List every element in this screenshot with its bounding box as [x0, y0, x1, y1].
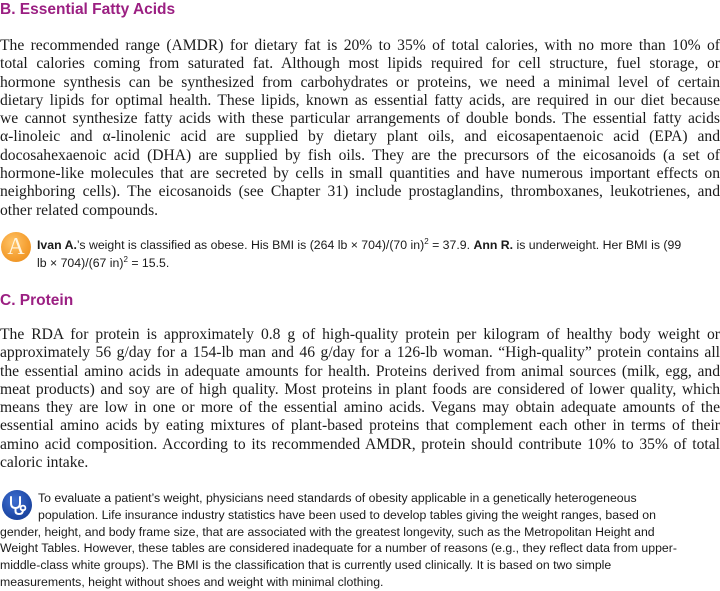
- paragraph-line: neighboring cells). The eicosanoids (see Chapter 31) include prostaglandins, thromboxanes, leukotrienes, and: [0, 183, 720, 201]
- paragraph-line: hormone-like molecules that are secreted by cells in small quantities and have numerous important effects on: [0, 165, 720, 183]
- clinical-note: [0, 490, 715, 591]
- clinical-note-line: middle-class white groups). The BMI is the classification that is currently used clinically. It is based on two simple: [0, 558, 612, 573]
- paragraph-line: caloric intake.: [0, 454, 89, 472]
- paragraph-line: total calories coming from saturated fat. Although most lipids required for cell structure, fuel storage, or: [0, 55, 720, 73]
- case-note-text: = 37.9.: [428, 238, 474, 252]
- clinical-note-line: Weight Tables. However, these tables are considered inadequate for a number of reasons (e.g., they reflect data from upper-: [0, 541, 677, 556]
- case-note-text: lb × 704)/(67 in): [37, 255, 124, 270]
- paragraph-line: docosahexaenoic acid (DHA) are supplied by fish oils. They are the precursors of the eicosanoids (a set of: [0, 146, 720, 164]
- case-note-line-1: [37, 237, 717, 255]
- essential-fatty-acids-paragraph: [0, 37, 720, 220]
- paragraph-line: hormone synthesis can be synthesized from carbohydrates or proteins, we need a minimal level of certain: [0, 73, 720, 91]
- answer-a-icon: [1, 232, 31, 262]
- paragraph-line: the essential amino acids in adequate amounts for health. Proteins derived from animal sources (milk, egg, and: [0, 362, 720, 380]
- case-note-text: = 15.5.: [127, 255, 170, 270]
- case-note-line-2: [37, 255, 717, 273]
- paragraph-line: meat products) and soy are of high quality. Most proteins in plant foods are considered of lower quality, which: [0, 380, 720, 398]
- paragraph-line: we cannot synthesize fatty acids with these particular arrangements of double bonds. The essential fatty acids: [0, 110, 720, 128]
- answer-icon-letter: A: [7, 234, 25, 260]
- case-note-text: is underweight. Her BMI is (99: [513, 238, 682, 252]
- case-note: [37, 237, 717, 272]
- paragraph-line: α-linoleic and α-linolenic acid are supplied by dietary plant oils, and eicosapentaenoic acid (EPA) and: [0, 128, 720, 146]
- section-heading-protein: C. Protein: [0, 292, 74, 309]
- paragraph-line: dietary lipids for optimal health. These lipids, known as essential fatty acids, are required in our diet because: [0, 91, 720, 109]
- clinical-note-line: population. Life insurance industry statistics have been used to develop tables giving the weight ranges, based on: [38, 507, 656, 522]
- clinical-note-line: measurements, height without shoes and weight with minimal clothing.: [0, 574, 384, 589]
- superscript: 2: [424, 236, 429, 246]
- superscript: 2: [123, 254, 128, 264]
- paragraph-line: essential amino acids by eating mixtures of plant-based proteins that complement each other in terms of their: [0, 417, 720, 435]
- section-heading-essential-fatty-acids: B. Essential Fatty Acids: [0, 1, 176, 18]
- patient-name-ann: Ann R.: [473, 238, 514, 252]
- clinical-note-line: gender, height, and body frame size, that are associated with the greatest longevity, such as the Metropolitan Height and: [0, 524, 655, 539]
- paragraph-line: The recommended range (AMDR) for dietary fat is 20% to 35% of total calories, with no more than 10% of: [0, 37, 720, 54]
- protein-paragraph: [0, 326, 720, 472]
- paragraph-line: other related compounds.: [0, 201, 159, 219]
- case-note-text: ’s weight is classified as obese. His BMI is (264 lb × 704)/(70 in): [76, 238, 425, 252]
- patient-name-ivan: Ivan A.: [37, 238, 77, 252]
- paragraph-line: amino acid composition. According to its recommended AMDR, protein should contribute 10% to 35% of total: [0, 435, 720, 453]
- paragraph-line: The RDA for protein is approximately 0.8 g of high-quality protein per kilogram of healthy body weight or: [0, 326, 720, 343]
- clinical-note-line: To evaluate a patient’s weight, physicians need standards of obesity applicable in a genetically heterogeneous: [38, 491, 637, 505]
- paragraph-line: means they are low in one or more of the essential amino acids. Vegans may obtain adequate amounts of the: [0, 399, 720, 417]
- paragraph-line: approximately 56 g/day for a 154-lb man and 46 g/day for a 126-lb woman. “High-quality” protein contains all: [0, 344, 720, 362]
